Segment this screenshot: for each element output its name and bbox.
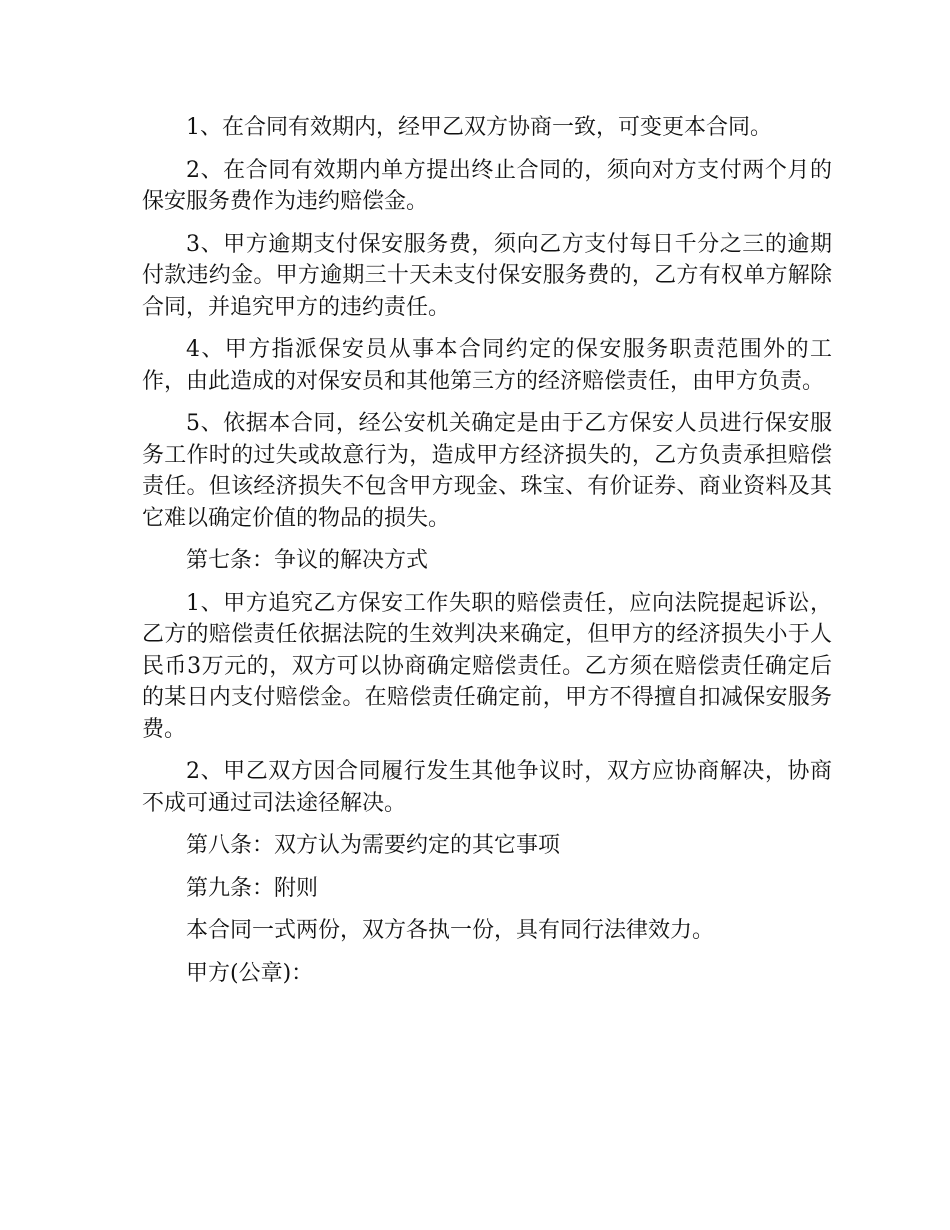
clause-paragraph: 本合同一式两份，双方各执一份，具有同行法律效力。 — [186, 918, 715, 943]
clause-paragraph: 1、甲方追究乙方保安工作失职的赔偿责任，应向法院提起诉讼，乙方的赔偿责任依据法院的生效判决来确定，但甲方的经济损失小于人民币3万元的，双方可以协商确定赔偿责任。乙方须在赔偿责任确定后的某日内支付赔偿金。在赔偿责任确定前，甲方不得擅自扣减保安服务费。 — [142, 590, 832, 742]
signature-label: 甲方(公章)： — [186, 960, 314, 986]
clause-paragraph: 5、依据本合同，经公安机关确定是由于乙方保安人员进行保安服务工作时的过失或故意行为，造成甲方经济损失的，乙方负责承担赔偿责任。但该经济损失不包含甲方现金、珠宝、有价证券、商业资料及其它难以确定价值的物品的损失。 — [142, 411, 832, 531]
clause-paragraph: 2、在合同有效期内单方提出终止合同的，须向对方支付两个月的保安服务费作为违约赔偿金。 — [142, 157, 832, 214]
clause-paragraph: 4、甲方指派保安员从事本合同约定的保安服务职责范围外的工作，由此造成的对保安员和其他第三方的经济赔偿责任，由甲方负责。 — [142, 337, 832, 394]
document-page — [142, 112, 832, 1000]
article-heading: 第九条：附则 — [186, 875, 319, 901]
clause-paragraph: 1、在合同有效期内，经甲乙双方协商一致，可变更本合同。 — [186, 115, 772, 140]
article-heading: 第八条：双方认为需要约定的其它事项 — [186, 833, 561, 858]
clause-paragraph: 3、甲方逾期支付保安服务费，须向乙方支付每日千分之三的逾期付款违约金。甲方逾期三十天未支付保安服务费的，乙方有权单方解除合同，并追究甲方的违约责任。 — [142, 231, 832, 320]
article-heading: 第七条：争议的解决方式 — [186, 548, 429, 573]
clause-paragraph: 2、甲乙双方因合同履行发生其他争议时，双方应协商解决，协商不成可通过司法途径解决。 — [142, 759, 832, 816]
